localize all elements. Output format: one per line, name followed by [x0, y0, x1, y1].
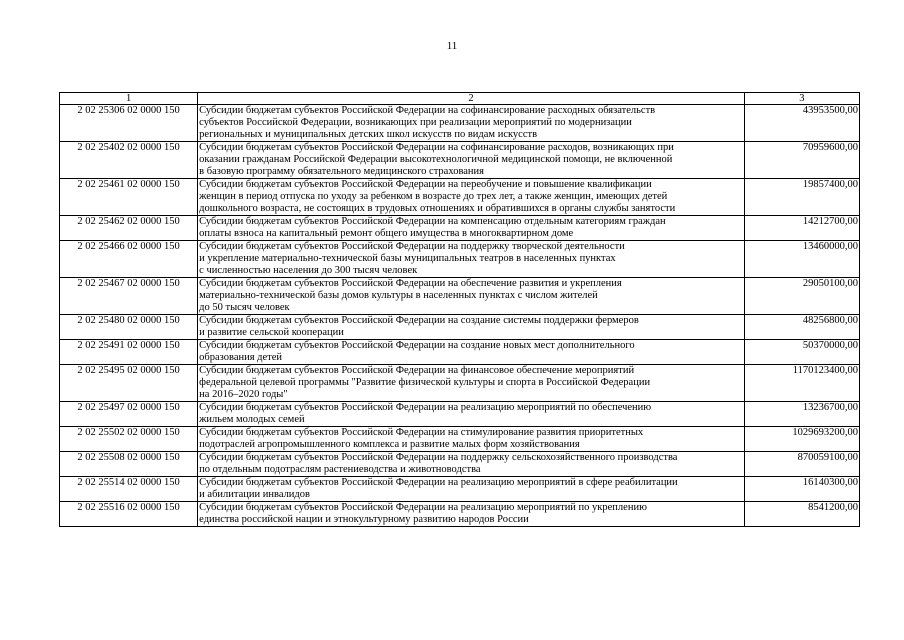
amount-value: 50370000,00: [744, 340, 859, 365]
table-row: [60, 365, 860, 402]
subsidy-description: Субсидии бюджетам субъектов Российской Федерации на обеспечение развития и укрепления материально-технической базы домов культуры в населенных пунктах с числом жителей до 50 тысяч человек: [198, 278, 745, 315]
classification-code: 2 02 25462 02 0000 150: [60, 216, 198, 241]
subsidy-description: Субсидии бюджетам субъектов Российской Федерации на создание новых мест дополнительного образования детей: [198, 340, 745, 365]
classification-code: 2 02 25516 02 0000 150: [60, 502, 198, 527]
subsidy-description: Субсидии бюджетам субъектов Российской Федерации на реализацию мероприятий по укреплению единства российской нации и этнокультурному развитию народов России: [198, 502, 745, 527]
classification-code: 2 02 25497 02 0000 150: [60, 402, 198, 427]
table-header-row: [60, 93, 860, 105]
amount-value: 1170123400,00: [744, 365, 859, 402]
amount-value: 29050100,00: [744, 278, 859, 315]
subsidy-description: Субсидии бюджетам субъектов Российской Федерации на финансовое обеспечение мероприятий федеральной целевой программы "Развитие физической культуры и спорта в Российской Федерации на 2016–2020 годы": [198, 365, 745, 402]
table-row: [60, 340, 860, 365]
amount-value: 8541200,00: [744, 502, 859, 527]
header-column-3: 3: [744, 93, 859, 105]
amount-value: 43953500,00: [744, 105, 859, 142]
amount-value: 870059100,00: [744, 452, 859, 477]
budget-table-body: [60, 93, 860, 527]
classification-code: 2 02 25467 02 0000 150: [60, 278, 198, 315]
classification-code: 2 02 25502 02 0000 150: [60, 427, 198, 452]
classification-code: 2 02 25402 02 0000 150: [60, 142, 198, 179]
amount-value: 1029693200,00: [744, 427, 859, 452]
subsidy-description: Субсидии бюджетам субъектов Российской Федерации на поддержку сельскохозяйственного производства по отдельным подотраслям растениеводства и животноводства: [198, 452, 745, 477]
amount-value: 13236700,00: [744, 402, 859, 427]
subsidy-description: Субсидии бюджетам субъектов Российской Федерации на создание системы поддержки фермеров и развитие сельской кооперации: [198, 315, 745, 340]
amount-value: 14212700,00: [744, 216, 859, 241]
amount-value: 16140300,00: [744, 477, 859, 502]
subsidy-description: Субсидии бюджетам субъектов Российской Федерации на реализацию мероприятий в сфере реабилитации и абилитации инвалидов: [198, 477, 745, 502]
classification-code: 2 02 25461 02 0000 150: [60, 179, 198, 216]
subsidy-description: Субсидии бюджетам субъектов Российской Федерации на реализацию мероприятий по обеспечению жильем молодых семей: [198, 402, 745, 427]
amount-value: 13460000,00: [744, 241, 859, 278]
table-row: [60, 216, 860, 241]
subsidy-description: Субсидии бюджетам субъектов Российской Федерации на поддержку творческой деятельности и укрепление материально-технической базы муниципальных театров в населенных пунктах с численностью населения до 300 тысяч человек: [198, 241, 745, 278]
table-row: [60, 142, 860, 179]
subsidy-description: Субсидии бюджетам субъектов Российской Федерации на компенсацию отдельным категориям граждан оплаты взноса на капитальный ремонт общего имущества в многоквартирном доме: [198, 216, 745, 241]
table-row: [60, 179, 860, 216]
table-row: [60, 427, 860, 452]
subsidy-description: Субсидии бюджетам субъектов Российской Федерации на стимулирование развития приоритетных подотраслей агропромышленного комплекса и развитие малых форм хозяйствования: [198, 427, 745, 452]
table-row: [60, 278, 860, 315]
table-row: [60, 105, 860, 142]
subsidy-description: Субсидии бюджетам субъектов Российской Федерации на софинансирование расходных обязательств субъектов Российской Федерации, возникающих при реализации мероприятий по модернизации региональных и муниципальных детских школ искусств по видам искусств: [198, 105, 745, 142]
table-row: [60, 402, 860, 427]
subsidy-description: Субсидии бюджетам субъектов Российской Федерации на переобучение и повышение квалификации женщин в период отпуска по уходу за ребенком в возрасте до трех лет, а также женщин, имеющих детей дошкольного возраста, не состоящих в трудовых отношениях и обратившихся в органы службы занятости: [198, 179, 745, 216]
amount-value: 19857400,00: [744, 179, 859, 216]
table-row: [60, 502, 860, 527]
page-number: 11: [446, 40, 458, 52]
header-column-1: 1: [60, 93, 198, 105]
subsidy-description: Субсидии бюджетам субъектов Российской Федерации на софинансирование расходов, возникающих при оказании гражданам Российской Федерации высокотехнологичной медицинской помощи, не включенной в базовую программу обязательного медицинского страхования: [198, 142, 745, 179]
classification-code: 2 02 25491 02 0000 150: [60, 340, 198, 365]
classification-code: 2 02 25466 02 0000 150: [60, 241, 198, 278]
classification-code: 2 02 25480 02 0000 150: [60, 315, 198, 340]
header-column-2: 2: [198, 93, 745, 105]
classification-code: 2 02 25508 02 0000 150: [60, 452, 198, 477]
table-row: [60, 452, 860, 477]
classification-code: 2 02 25495 02 0000 150: [60, 365, 198, 402]
table-row: [60, 241, 860, 278]
table-row: [60, 315, 860, 340]
classification-code: 2 02 25306 02 0000 150: [60, 105, 198, 142]
amount-value: 48256800,00: [744, 315, 859, 340]
classification-code: 2 02 25514 02 0000 150: [60, 477, 198, 502]
amount-value: 70959600,00: [744, 142, 859, 179]
table-row: [60, 477, 860, 502]
budget-table: [59, 92, 860, 527]
